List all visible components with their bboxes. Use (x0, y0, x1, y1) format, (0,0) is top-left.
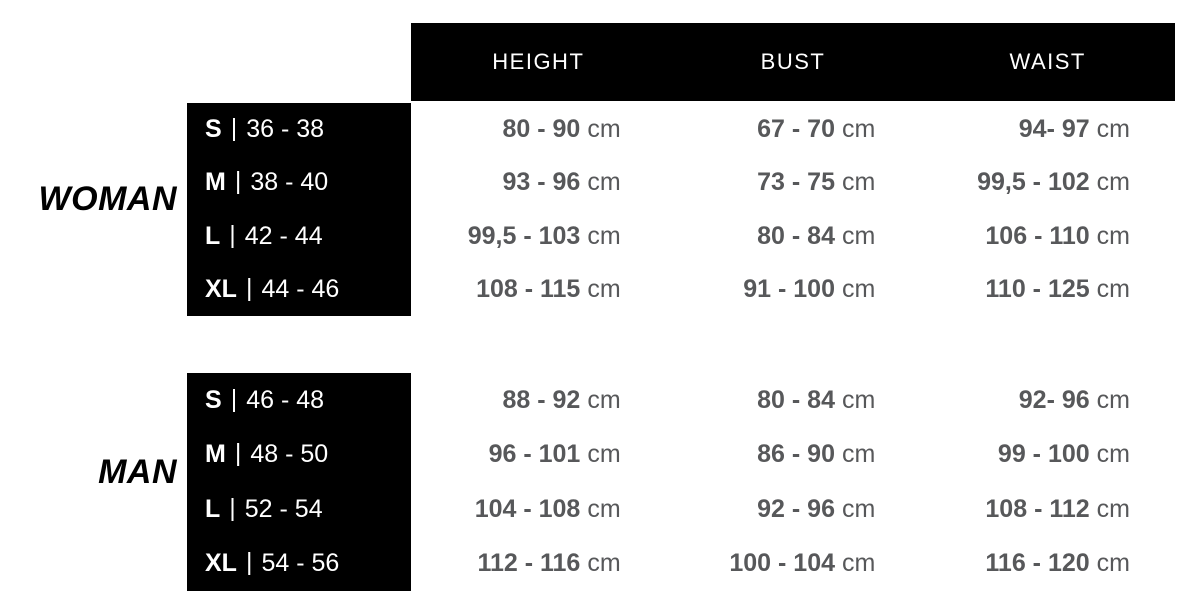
value: 80 - 90 (502, 115, 581, 144)
value: 80 - 84 (757, 385, 835, 414)
unit-label: cm (842, 494, 876, 523)
woman-size-xl (187, 263, 411, 316)
unit-label: cm (1096, 549, 1130, 578)
size-range: 36 - 38 (246, 115, 325, 144)
unit-label: cm (842, 549, 876, 578)
woman-s-height (411, 103, 666, 156)
column-header-waist: WAIST (1009, 49, 1086, 74)
unit-label: cm (1096, 494, 1130, 523)
value: 73 - 75 (757, 168, 835, 197)
size-range: 54 - 56 (261, 549, 340, 578)
unit-label: cm (842, 385, 876, 414)
value: 100 - 104 (729, 549, 835, 578)
size-separator: | (229, 493, 236, 522)
unit-label: cm (1096, 168, 1130, 197)
value: 92- 96 (1018, 385, 1090, 414)
size-letter: M (205, 440, 226, 469)
unit-label: cm (842, 115, 876, 144)
size-letter: L (205, 494, 221, 523)
woman-size-m (187, 156, 411, 209)
value: 99 - 100 (997, 440, 1090, 469)
unit-label: cm (842, 221, 876, 250)
value: 91 - 100 (743, 274, 835, 303)
size-separator: | (230, 384, 238, 413)
value: 106 - 110 (985, 221, 1090, 250)
value: 93 - 96 (502, 168, 581, 197)
value: 108 - 115 (476, 274, 581, 303)
woman-s-waist (920, 103, 1175, 156)
man-size-s (187, 373, 411, 428)
unit-label: cm (1096, 440, 1130, 469)
value: 99,5 - 103 (467, 221, 581, 250)
unit-label: cm (1096, 385, 1130, 414)
man-label: MAN (98, 452, 177, 491)
woman-section (0, 103, 1175, 316)
woman-label: WOMAN (38, 180, 177, 218)
man-size-m (187, 428, 411, 483)
size-separator: | (234, 167, 242, 196)
size-range: 48 - 50 (250, 440, 329, 469)
size-letter: S (205, 115, 222, 144)
man-size-xl (187, 537, 411, 592)
unit-label: cm (1096, 221, 1130, 250)
woman-l-height (411, 210, 666, 263)
woman-xl-bust (666, 263, 921, 316)
value: 96 - 101 (488, 440, 581, 469)
man-m-height (411, 428, 666, 483)
size-range: 52 - 54 (244, 494, 323, 523)
size-separator: | (229, 220, 236, 249)
unit-label: cm (587, 221, 621, 250)
value: 88 - 92 (502, 385, 581, 414)
unit-label: cm (587, 385, 621, 414)
man-m-waist (920, 428, 1175, 483)
value: 67 - 70 (757, 115, 835, 144)
value: 112 - 116 (477, 549, 581, 578)
value: 92 - 96 (757, 494, 835, 523)
unit-label: cm (842, 440, 876, 469)
woman-l-waist (920, 210, 1175, 263)
man-m-bust (666, 428, 921, 483)
man-l-height (411, 482, 666, 537)
value: 86 - 90 (757, 440, 835, 469)
unit-label: cm (587, 494, 621, 523)
size-letter: S (205, 385, 222, 414)
man-xl-height (411, 537, 666, 592)
size-separator: | (234, 439, 242, 468)
value: 116 - 120 (985, 549, 1090, 578)
size-letter: L (205, 221, 221, 250)
size-range: 44 - 46 (261, 274, 340, 303)
unit-label: cm (1096, 115, 1130, 144)
value: 94- 97 (1018, 115, 1090, 144)
value: 110 - 125 (985, 274, 1090, 303)
unit-label: cm (587, 440, 621, 469)
value: 104 - 108 (474, 494, 581, 523)
size-range: 46 - 48 (246, 385, 325, 414)
man-size-l (187, 482, 411, 537)
man-l-waist (920, 482, 1175, 537)
woman-s-bust (666, 103, 921, 156)
size-letter: M (205, 168, 226, 197)
woman-size-l (187, 210, 411, 263)
man-l-bust (666, 482, 921, 537)
woman-m-waist (920, 156, 1175, 209)
man-xl-waist (920, 537, 1175, 592)
column-header-height: HEIGHT (492, 49, 585, 74)
size-range: 38 - 40 (250, 168, 329, 197)
woman-l-bust (666, 210, 921, 263)
man-s-bust (666, 373, 921, 428)
column-header-bust: BUST (760, 49, 826, 74)
woman-m-height (411, 156, 666, 209)
unit-label: cm (587, 115, 621, 144)
size-letter: XL (205, 549, 237, 578)
unit-label: cm (587, 274, 621, 303)
size-range: 42 - 44 (244, 221, 323, 250)
value: 80 - 84 (757, 221, 835, 250)
man-s-height (411, 373, 666, 428)
unit-label: cm (587, 168, 621, 197)
size-separator: | (230, 114, 238, 143)
size-separator: | (245, 273, 253, 302)
woman-size-s (187, 103, 411, 156)
unit-label: cm (842, 274, 876, 303)
value: 108 - 112 (985, 494, 1090, 523)
woman-m-bust (666, 156, 921, 209)
man-xl-bust (666, 537, 921, 592)
woman-xl-waist (920, 263, 1175, 316)
measurement-header-bar (411, 23, 1175, 101)
man-section (0, 373, 1175, 591)
man-s-waist (920, 373, 1175, 428)
woman-xl-height (411, 263, 666, 316)
unit-label: cm (842, 168, 876, 197)
size-separator: | (245, 548, 253, 577)
size-letter: XL (205, 274, 237, 303)
unit-label: cm (587, 549, 621, 578)
unit-label: cm (1096, 274, 1130, 303)
value: 99,5 - 102 (977, 168, 1090, 197)
